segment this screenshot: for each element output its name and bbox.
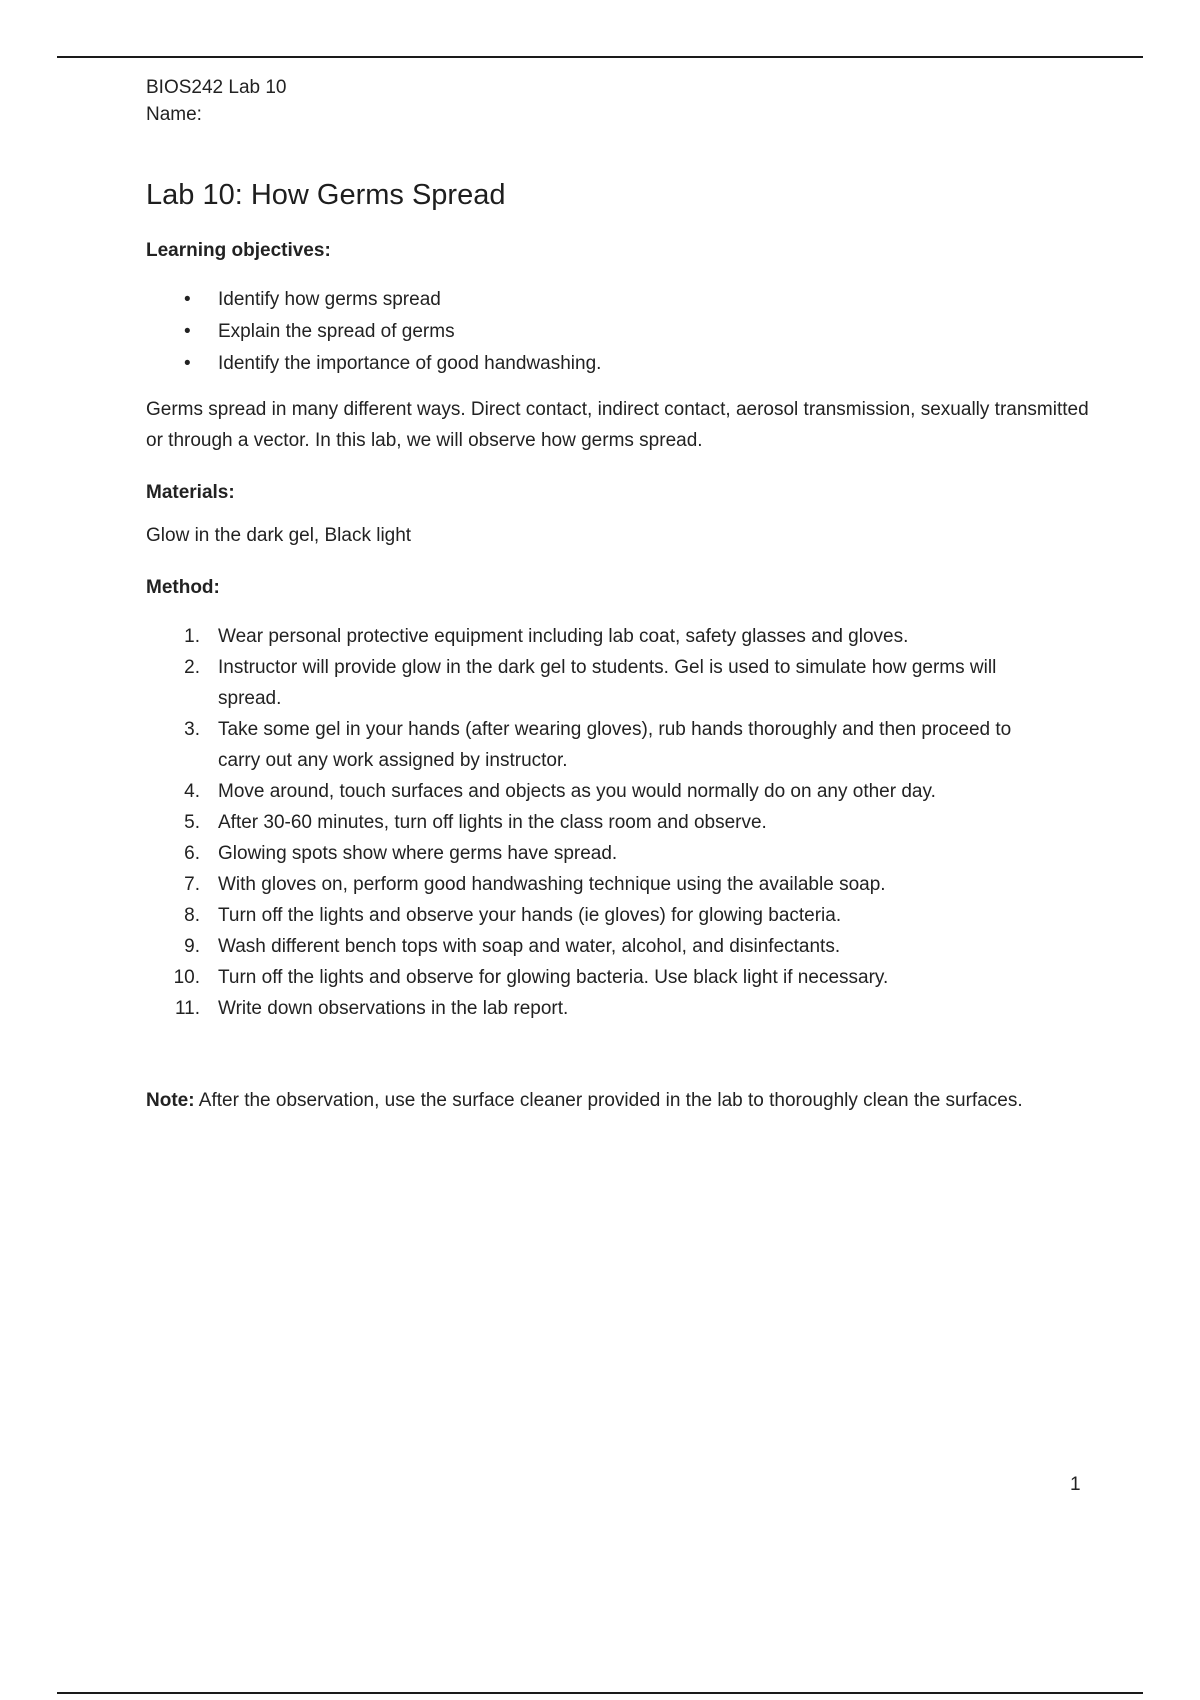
objective-text: Identify the importance of good handwashing. bbox=[218, 353, 602, 374]
objectives-list bbox=[146, 284, 1096, 380]
list-item bbox=[146, 714, 1018, 776]
bottom-rule bbox=[57, 1692, 1143, 1694]
step-text: Instructor will provide glow in the dark gel to students. Gel is used to simulate how germs will spread. bbox=[218, 657, 997, 709]
step-number: 7. bbox=[184, 874, 200, 895]
step-number: 5. bbox=[184, 812, 200, 833]
intro-paragraph: Germs spread in many different ways. Direct contact, indirect contact, aerosol transmission, sexually transmitted or through a vector. In this lab, we will observe how germs spread. bbox=[146, 399, 1089, 451]
method-steps-list bbox=[146, 621, 1096, 1024]
list-item bbox=[146, 284, 1096, 316]
step-text: With gloves on, perform good handwashing technique using the available soap. bbox=[218, 874, 886, 895]
step-number: 4. bbox=[184, 781, 200, 802]
step-text: Take some gel in your hands (after wearing gloves), rub hands thoroughly and then proceed to carry out any work assigned by instructor. bbox=[218, 719, 1012, 771]
step-text: Glowing spots show where germs have spread. bbox=[218, 843, 618, 864]
step-text: Wear personal protective equipment including lab coat, safety glasses and gloves. bbox=[218, 626, 909, 647]
step-text: Write down observations in the lab report. bbox=[218, 998, 569, 1019]
bullet-icon: • bbox=[184, 353, 191, 374]
list-item bbox=[146, 900, 1018, 931]
step-number: 11. bbox=[174, 998, 200, 1019]
top-rule bbox=[57, 56, 1143, 58]
materials-text: Glow in the dark gel, Black light bbox=[146, 525, 412, 546]
step-number: 6. bbox=[184, 843, 200, 864]
page-number: 1 bbox=[1070, 1474, 1081, 1495]
list-item bbox=[146, 993, 1018, 1024]
step-number: 2. bbox=[184, 657, 200, 678]
learning-objectives-heading: Learning objectives: bbox=[146, 240, 331, 261]
note-paragraph bbox=[146, 1086, 1096, 1116]
list-item bbox=[146, 962, 1018, 993]
list-item bbox=[146, 316, 1096, 348]
method-heading: Method: bbox=[146, 577, 220, 598]
step-number: 3. bbox=[184, 719, 200, 740]
list-item bbox=[146, 621, 1018, 652]
list-item bbox=[146, 807, 1018, 838]
document-page bbox=[146, 74, 1096, 1116]
list-item bbox=[146, 931, 1018, 962]
step-number: 9. bbox=[184, 936, 200, 957]
step-number: 10. bbox=[173, 967, 200, 988]
step-number: 8. bbox=[184, 905, 200, 926]
course-header: BIOS242 Lab 10 bbox=[146, 77, 287, 98]
list-item bbox=[146, 776, 1018, 807]
name-label: Name: bbox=[146, 104, 202, 125]
step-text: Turn off the lights and observe your hands (ie gloves) for glowing bacteria. bbox=[218, 905, 842, 926]
list-item bbox=[146, 652, 1018, 714]
step-text: Move around, touch surfaces and objects as you would normally do on any other day. bbox=[218, 781, 936, 802]
note-label: Note: bbox=[146, 1090, 195, 1111]
note-text: After the observation, use the surface cleaner provided in the lab to thoroughly clean the surfaces. bbox=[194, 1090, 1023, 1111]
objective-text: Explain the spread of germs bbox=[218, 321, 455, 342]
objective-text: Identify how germs spread bbox=[218, 289, 441, 310]
list-item bbox=[146, 348, 1096, 380]
list-item bbox=[146, 869, 1018, 900]
step-text: Wash different bench tops with soap and water, alcohol, and disinfectants. bbox=[218, 936, 841, 957]
step-text: Turn off the lights and observe for glowing bacteria. Use black light if necessary. bbox=[218, 967, 889, 988]
page-title: Lab 10: How Germs Spread bbox=[146, 179, 506, 211]
bullet-icon: • bbox=[184, 321, 191, 342]
step-number: 1. bbox=[184, 626, 200, 647]
bullet-icon: • bbox=[184, 289, 191, 310]
list-item bbox=[146, 838, 1018, 869]
materials-heading: Materials: bbox=[146, 482, 235, 503]
step-text: After 30-60 minutes, turn off lights in the class room and observe. bbox=[218, 812, 767, 833]
